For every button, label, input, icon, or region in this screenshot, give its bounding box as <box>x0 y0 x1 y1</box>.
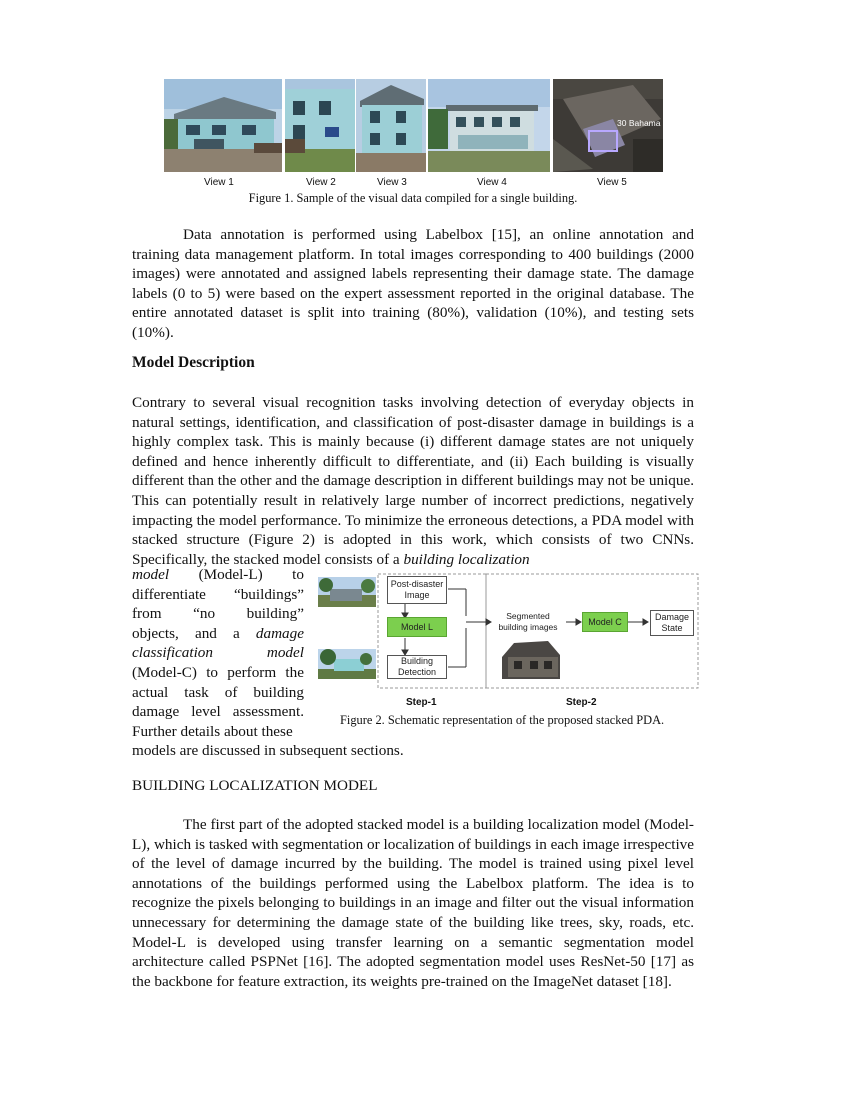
emphasis-damage: damage <box>255 624 304 642</box>
view-5-label: View 5 <box>597 177 627 188</box>
heading-building-localization: BUILDING LOCALIZATION MODEL <box>132 777 378 794</box>
emphasis-building-localization: building localization <box>403 550 530 568</box>
figure-2-diagram <box>316 571 700 717</box>
wrap-line-1 <box>132 565 304 585</box>
wrap-line-3: from “no building” <box>132 605 304 623</box>
wrap-line-2: differentiate “buildings” <box>132 585 304 603</box>
damage-state-box: Damage State <box>650 610 694 636</box>
view-2-label: View 2 <box>306 177 336 188</box>
step-2-label: Step-2 <box>566 697 597 708</box>
view-4-label: View 4 <box>477 177 507 188</box>
wrap-line-4 <box>132 624 304 644</box>
segmented-building-images-label: Segmented building images <box>492 610 564 634</box>
model-c-box: Model C <box>582 612 628 632</box>
view-5-photo <box>553 79 663 172</box>
step-1-label: Step-1 <box>406 697 437 708</box>
building-detection-box: Building Detection <box>387 655 447 679</box>
view-1-label: View 1 <box>204 177 234 188</box>
paragraph-model-description-text: Contrary to several visual recognition tasks involving detection of everyday objects in natural settings, identification, and classification of post-disaster damage in buildings is a highly complex task. This is mainly because (i) different damage states are not uniquely defined and hence inherently difficult to differentiate, and (ii) Each building is visually different than the other and the damage description in different buildings may not be unique. This can potentially result in relatively large number of incorrect predictions, negatively impacting the model performance. To minimize the erroneous detections, a PDA model with stacked structure (Figure 2) is adopted in this work, which consists of two CNNs. Specifically, the stacked model consists of a <box>132 394 694 568</box>
wrap-line-6: (Model-C) to perform the <box>132 663 304 681</box>
figure-1-caption: Figure 1. Sample of the visual data compiled for a single building. <box>248 191 578 205</box>
input-image-thumbnail-2 <box>318 649 376 679</box>
figure-2-caption: Figure 2. Schematic representation of the proposed stacked PDA. <box>340 713 665 727</box>
wrap-line-5 <box>132 643 304 663</box>
emphasis-classification-model: classification model <box>132 644 304 662</box>
post-disaster-image-box: Post-disaster Image <box>387 576 447 604</box>
view-2-photo <box>285 79 355 172</box>
view-3-label: View 3 <box>377 177 407 188</box>
emphasis-model: model <box>132 566 170 583</box>
view-3-photo <box>356 79 426 172</box>
paragraph-building-localization: The first part of the adopted stacked model is a building localization model (Model-L), which is tasked with segmentation or localization of buildings in each image irrespective of the level of damage incurred by the building. The model is trained using pixel level annotations of the buildings performed using the Labelbox platform. The idea is to recognize the pixels belonging to buildings in an image and filter out the visual information unnecessary for determining the damage state of the building like trees, sky, roads, etc. Model-L is developed using transfer learning on a semantic segmentation model architecture called PSPNet [16]. The adopted segmentation model uses ResNet-50 [17] as the backbone for feature extraction, its weights pre-trained on the ImageNet dataset [18]. <box>132 816 694 990</box>
wrap-text: objects, and a <box>132 624 240 642</box>
model-l-box: Model L <box>387 617 447 637</box>
wrap-line-7: actual task of building <box>132 683 304 701</box>
segmented-building-image <box>502 641 560 679</box>
heading-model-description: Model Description <box>132 354 255 371</box>
paragraph-model-description <box>132 393 694 569</box>
wrap-text: to <box>292 566 304 583</box>
wrap-line-9: Further details about these <box>132 722 293 740</box>
wrap-last-line: models are discussed in subsequent sections. <box>132 742 404 759</box>
view-4-photo <box>428 79 550 172</box>
input-image-thumbnail-1 <box>318 577 376 607</box>
paragraph-annotation: Data annotation is performed using Labelbox [15], an online annotation and training data management platform. In total images corresponding to 400 buildings (2000 images) were annotated and assigned labels representing their damage state. The damage labels (0 to 5) were based on the expert assessment reported in the original database. The entire annotated dataset is split into training (80%), validation (10%), and testing sets (10%). <box>132 226 694 341</box>
figure-2 <box>316 571 700 717</box>
wrapped-text-column <box>132 565 304 741</box>
wrap-text: (Model-L) <box>198 566 263 583</box>
view-5-watermark: 30 Bahama <box>617 118 661 128</box>
wrap-line-8: damage level assessment. <box>132 703 304 721</box>
view-1-photo <box>164 79 282 172</box>
